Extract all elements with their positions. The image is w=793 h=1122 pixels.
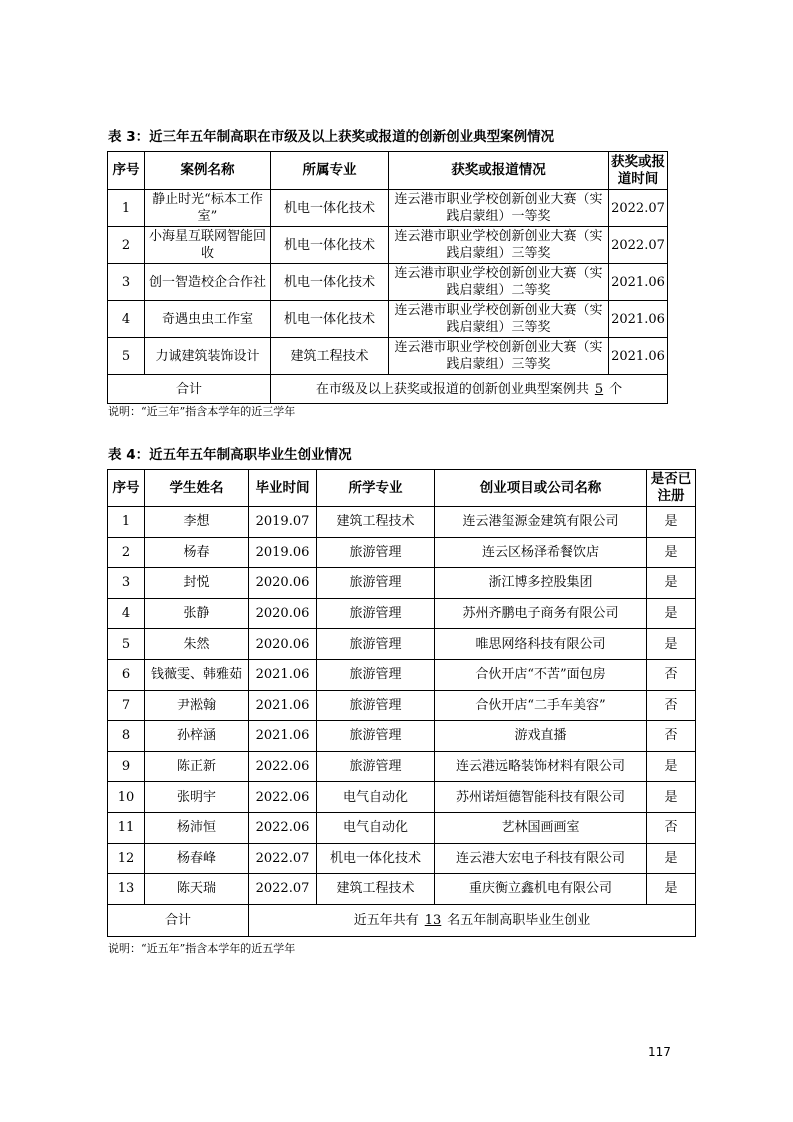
table3-cell-award: 连云港市职业学校创新创业大赛（实践启蒙组）二等奖: [389, 264, 609, 301]
table4-cell-name: 李想: [145, 507, 249, 538]
table4-cell-registered: 否: [647, 690, 696, 721]
table4-cell-registered: 是: [647, 751, 696, 782]
table3-cell-time: 2022.07: [609, 190, 668, 227]
table4-cell-no: 5: [108, 629, 145, 660]
table3-cell-time: 2021.06: [609, 301, 668, 338]
table4-cell-name: 孙梓涵: [145, 721, 249, 752]
table3-header-name: 案例名称: [145, 152, 271, 190]
table4-cell-no: 9: [108, 751, 145, 782]
table4-cell-company: 合伙开店“不苦”面包房: [435, 659, 647, 690]
table3-cell-time: 2021.06: [609, 264, 668, 301]
table3-cell-major: 机电一体化技术: [271, 190, 389, 227]
table4-cell-company: 连云港大宏电子科技有限公司: [435, 843, 647, 874]
table4-cell-major: 电气自动化: [317, 782, 435, 813]
table3-header-major: 所属专业: [271, 152, 389, 190]
table4-cell-major: 旅游管理: [317, 598, 435, 629]
table4-header-grad: 毕业时间: [249, 470, 317, 507]
table3: [107, 151, 668, 404]
table3-row: [108, 190, 668, 227]
table3-row: [108, 338, 668, 375]
table3-caption: 表 3：近三年五年制高职在市级及以上获奖或报道的创新创业典型案例情况: [108, 129, 555, 145]
table4-cell-registered: 否: [647, 659, 696, 690]
table4-cell-registered: 否: [647, 812, 696, 843]
table4-cell-name: 朱然: [145, 629, 249, 660]
table4-row: [108, 843, 696, 874]
table4-header-name: 学生姓名: [145, 470, 249, 507]
table4-cell-grad: 2021.06: [249, 690, 317, 721]
table3-cell-no: 5: [108, 338, 145, 375]
table3-total-prefix: 在市级及以上获奖或报道的创新创业典型案例共: [315, 381, 589, 397]
table4-total-suffix: 名五年制高职毕业生创业: [447, 912, 591, 928]
table3-row: [108, 264, 668, 301]
table4-cell-grad: 2022.06: [249, 751, 317, 782]
table3-cell-no: 4: [108, 301, 145, 338]
table3-cell-name: 力诚建筑装饰设计: [145, 338, 271, 375]
table4-cell-name: 杨春: [145, 537, 249, 568]
table3-cell-name: 奇遇虫虫工作室: [145, 301, 271, 338]
table4-cell-grad: 2020.06: [249, 629, 317, 660]
table4-cell-name: 杨沛恒: [145, 812, 249, 843]
table4-cell-company: 浙江博多控股集团: [435, 568, 647, 599]
table4-cell-major: 旅游管理: [317, 537, 435, 568]
table3-row: [108, 227, 668, 264]
table3-cell-major: 机电一体化技术: [271, 264, 389, 301]
table3-total-value: 5: [594, 381, 604, 397]
table4-cell-name: 封悦: [145, 568, 249, 599]
table4-header-row: [108, 470, 696, 507]
table4-row: [108, 812, 696, 843]
table4-cell-grad: 2022.06: [249, 782, 317, 813]
table4-cell-company: 连云港玺源金建筑有限公司: [435, 507, 647, 538]
table4-cell-no: 3: [108, 568, 145, 599]
table4-cell-registered: 是: [647, 537, 696, 568]
table4-cell-name: 尹淞翰: [145, 690, 249, 721]
table4-row: [108, 537, 696, 568]
table4-row: [108, 721, 696, 752]
table3-total-text: [271, 375, 668, 404]
table3-cell-time: 2021.06: [609, 338, 668, 375]
table4-total-label: 合计: [108, 904, 249, 936]
table3-cell-no: 2: [108, 227, 145, 264]
table3-cell-award: 连云港市职业学校创新创业大赛（实践启蒙组）三等奖: [389, 301, 609, 338]
table4-cell-company: 游戏直播: [435, 721, 647, 752]
table4-cell-grad: 2019.06: [249, 537, 317, 568]
table3-cell-time: 2022.07: [609, 227, 668, 264]
table3-cell-name: 静止时光“标本工作室”: [145, 190, 271, 227]
table3-total-row: [108, 375, 668, 404]
table4-cell-company: 苏州齐鹏电子商务有限公司: [435, 598, 647, 629]
table4-cell-registered: 是: [647, 629, 696, 660]
page-number: 117: [648, 1045, 671, 1059]
table3-cell-major: 机电一体化技术: [271, 301, 389, 338]
table4-cell-grad: 2019.07: [249, 507, 317, 538]
table4-row: [108, 690, 696, 721]
table4-cell-name: 陈天瑞: [145, 874, 249, 905]
table4-cell-major: 电气自动化: [317, 812, 435, 843]
table4-cell-grad: 2021.06: [249, 721, 317, 752]
table4: [107, 469, 696, 937]
table3-header-no: 序号: [108, 152, 145, 190]
table4-cell-no: 11: [108, 812, 145, 843]
table4-cell-major: 旅游管理: [317, 751, 435, 782]
table4-cell-registered: 是: [647, 568, 696, 599]
table4-row: [108, 629, 696, 660]
table4-cell-no: 13: [108, 874, 145, 905]
table4-cell-name: 张明宇: [145, 782, 249, 813]
table4-cell-no: 7: [108, 690, 145, 721]
table3-note: 说明：“近三年”指含本学年的近三学年: [108, 405, 296, 418]
table3-header-award: 获奖或报道情况: [389, 152, 609, 190]
table4-row: [108, 507, 696, 538]
table4-header-major: 所学专业: [317, 470, 435, 507]
table3-cell-name: 小海星互联网智能回收: [145, 227, 271, 264]
table4-cell-major: 旅游管理: [317, 629, 435, 660]
table4-cell-company: 重庆衡立鑫机电有限公司: [435, 874, 647, 905]
table3-total-label: 合计: [108, 375, 271, 404]
table4-cell-major: 机电一体化技术: [317, 843, 435, 874]
table4-row: [108, 659, 696, 690]
table4-cell-name: 杨春峰: [145, 843, 249, 874]
table4-cell-major: 建筑工程技术: [317, 874, 435, 905]
table4-cell-grad: 2022.07: [249, 874, 317, 905]
table4-cell-grad: 2020.06: [249, 598, 317, 629]
table4-cell-name: 张静: [145, 598, 249, 629]
table4-cell-major: 旅游管理: [317, 721, 435, 752]
table4-cell-no: 4: [108, 598, 145, 629]
table4-cell-registered: 是: [647, 507, 696, 538]
table4-row: [108, 568, 696, 599]
table4-cell-name: 陈正新: [145, 751, 249, 782]
table4-cell-major: 旅游管理: [317, 690, 435, 721]
table4-cell-no: 2: [108, 537, 145, 568]
table4-cell-grad: 2022.07: [249, 843, 317, 874]
table3-total-suffix: 个: [609, 381, 623, 397]
table4-row: [108, 751, 696, 782]
table4-cell-major: 旅游管理: [317, 568, 435, 599]
table4-total-row: [108, 904, 696, 936]
table4-cell-no: 6: [108, 659, 145, 690]
table4-cell-grad: 2021.06: [249, 659, 317, 690]
table3-cell-award: 连云港市职业学校创新创业大赛（实践启蒙组）三等奖: [389, 338, 609, 375]
table4-cell-registered: 否: [647, 721, 696, 752]
table3-row: [108, 301, 668, 338]
table4-cell-registered: 是: [647, 874, 696, 905]
table4-total-value: 13: [424, 912, 442, 928]
table4-cell-registered: 是: [647, 598, 696, 629]
table4-total-prefix: 近五年共有: [353, 912, 419, 928]
table4-cell-no: 1: [108, 507, 145, 538]
table4-row: [108, 598, 696, 629]
table4-cell-company: 艺林国画画室: [435, 812, 647, 843]
table4-row: [108, 874, 696, 905]
table3-cell-no: 3: [108, 264, 145, 301]
table4-cell-no: 12: [108, 843, 145, 874]
table3-header-time: 获奖或报道时间: [609, 152, 668, 190]
table4-cell-registered: 是: [647, 782, 696, 813]
table4-cell-company: 苏州诺烜德智能科技有限公司: [435, 782, 647, 813]
table4-note: 说明：“近五年”指含本学年的近五学年: [108, 942, 296, 955]
table4-cell-major: 旅游管理: [317, 659, 435, 690]
table4-cell-registered: 是: [647, 843, 696, 874]
table3-cell-award: 连云港市职业学校创新创业大赛（实践启蒙组）一等奖: [389, 190, 609, 227]
table4-cell-major: 建筑工程技术: [317, 507, 435, 538]
table4-cell-no: 10: [108, 782, 145, 813]
table4-cell-company: 合伙开店“二手车美容”: [435, 690, 647, 721]
table4-cell-company: 连云港远略装饰材料有限公司: [435, 751, 647, 782]
table4-caption: 表 4：近五年五年制高职毕业生创业情况: [108, 447, 352, 463]
table3-header-row: [108, 152, 668, 190]
table3-cell-award: 连云港市职业学校创新创业大赛（实践启蒙组）三等奖: [389, 227, 609, 264]
table4-cell-grad: 2022.06: [249, 812, 317, 843]
table4-cell-company: 唯思网络科技有限公司: [435, 629, 647, 660]
table4-cell-company: 连云区杨泽希餐饮店: [435, 537, 647, 568]
table3-cell-major: 建筑工程技术: [271, 338, 389, 375]
table4-header-company: 创业项目或公司名称: [435, 470, 647, 507]
table4-row: [108, 782, 696, 813]
table3-cell-major: 机电一体化技术: [271, 227, 389, 264]
table3-cell-name: 创一智造校企合作社: [145, 264, 271, 301]
table3-cell-no: 1: [108, 190, 145, 227]
table4-header-no: 序号: [108, 470, 145, 507]
table4-cell-no: 8: [108, 721, 145, 752]
table4-header-registered: 是否已注册: [647, 470, 696, 507]
table4-total-text: [249, 904, 696, 936]
table4-cell-name: 钱薇雯、韩雅茹: [145, 659, 249, 690]
table4-cell-grad: 2020.06: [249, 568, 317, 599]
